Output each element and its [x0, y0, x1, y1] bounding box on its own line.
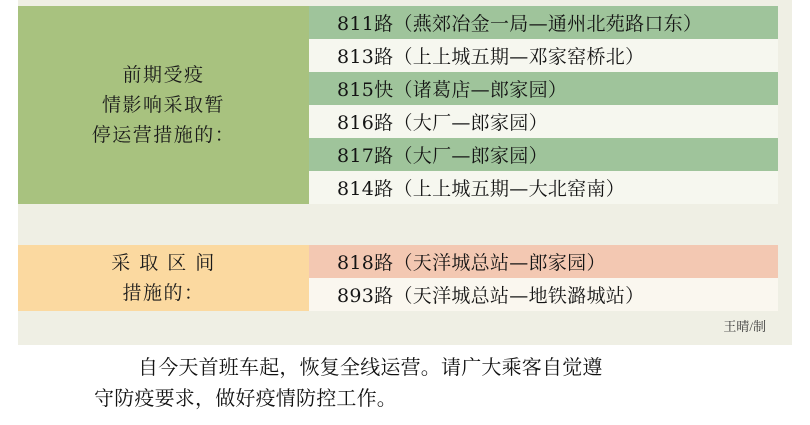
- group-suspended-label: 前期受疫 情影响采取暂 停运营措施的：: [91, 64, 236, 146]
- caption-line-1: 自今天首班车起，恢复全线运营。请广大乘客自觉遵: [138, 355, 603, 379]
- group-partial-route-rows: [309, 245, 778, 311]
- table-row: 814路（上上城五期—大北窑南）: [309, 171, 778, 204]
- table-row: 811路（燕郊冶金一局—通州北苑路口东）: [309, 6, 778, 39]
- info-panel: [18, 0, 792, 345]
- group-suspended-rows: [309, 6, 778, 204]
- group-partial-route: [18, 245, 778, 311]
- caption-line-2: 守防疫要求，做好疫情防控工作。: [94, 386, 397, 410]
- table-row: 815快（诸葛店—郎家园）: [309, 72, 778, 105]
- caption-text: [60, 352, 760, 414]
- group-suspended: [18, 6, 778, 204]
- table-row: 818路（天洋城总站—郎家园）: [309, 245, 778, 278]
- group-partial-route-label-cell: [18, 245, 309, 311]
- table-row: 817路（大厂—郎家园）: [309, 138, 778, 171]
- group-suspended-label-cell: [18, 6, 309, 204]
- table-row: 816路（大厂—郎家园）: [309, 105, 778, 138]
- table-row: 893路（天洋城总站—地铁潞城站）: [309, 278, 778, 311]
- table-row: 813路（上上城五期—邓家窑桥北）: [309, 39, 778, 72]
- credit-line: 王晴/制: [723, 319, 766, 334]
- group-partial-route-label: 采 取 区 间 措施的：: [111, 252, 216, 304]
